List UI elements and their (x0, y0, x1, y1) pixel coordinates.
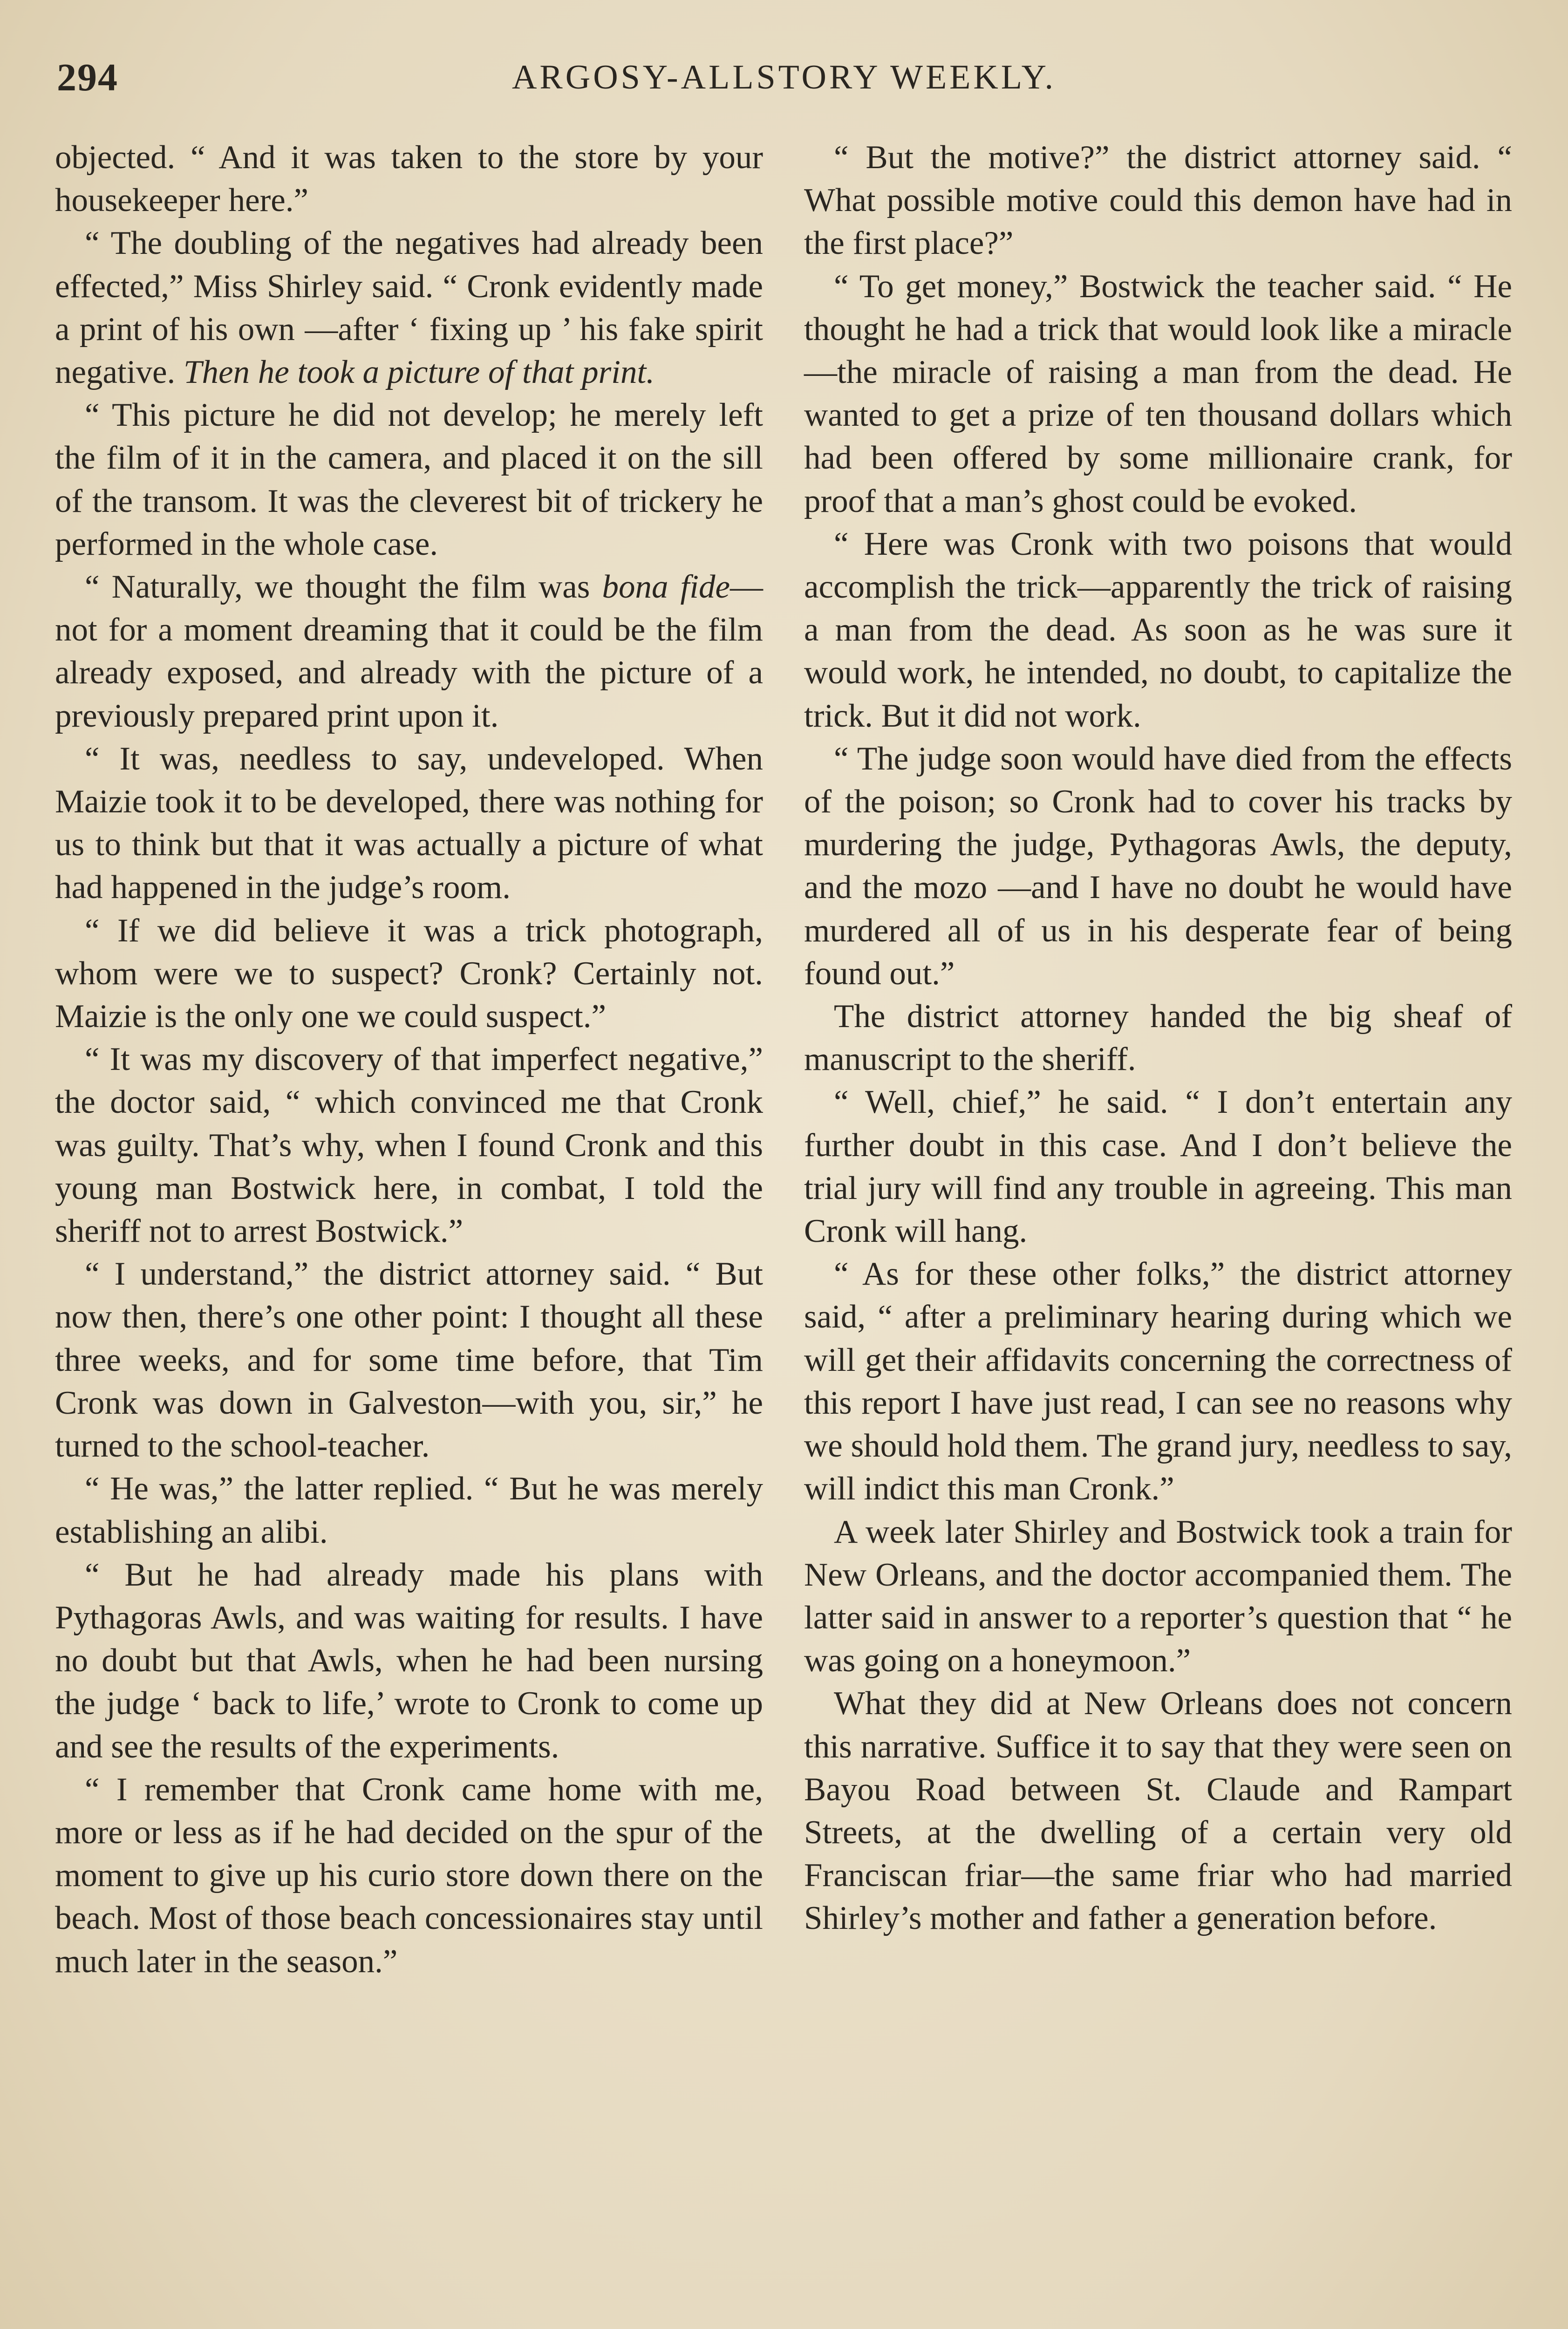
paragraph (55, 1768, 763, 1983)
text-run: “ It was my discovery of that imperfect negative,” the doctor said, “ which convinced me that Cronk was guilty. That’s why, when I found Cronk and this young man Bostwick here, in combat, I told the sheriff not to arrest Bostwick.” (55, 1041, 763, 1250)
text-run: —not for a moment dreaming that it could be the film already exposed, and already with the picture of a previously prepared print upon it. (55, 569, 764, 734)
text-run: A week later Shirley and Bostwick took a train for New Orleans, and the doctor accompanied them. The latter said in answer to a reporter’s question that “ he was going on a honeymoon.” (804, 1513, 1512, 1679)
article-body (55, 136, 1513, 2329)
paragraph (804, 265, 1512, 523)
paragraph (55, 1038, 763, 1253)
right-column (804, 136, 1512, 1940)
paragraph (55, 737, 763, 909)
text-run: “ He was,” the latter replied. “ But he was merely establishing an alibi. (55, 1471, 763, 1550)
text-run: “ I understand,” the district attorney said. “ But now then, there’s one other point: I thought all these three weeks, and for some time before, that Tim Cronk was down in Galveston—with you, sir,” he turned to the school-teacher. (55, 1256, 763, 1464)
text-run: “ If we did believe it was a trick photograph, whom were we to suspect? Cronk? Certainly not. Maizie is the only one we could suspect.” (55, 912, 763, 1035)
left-column (55, 136, 763, 1983)
text-run: “ Here was Cronk with two poisons that would accomplish the trick—apparently the trick of raising a man from the dead. As soon as he was sure it would work, he intended, no doubt, to capitalize the trick. But it did not work. (804, 525, 1512, 734)
italic-text: bona fide (602, 569, 730, 606)
page-header (57, 55, 1511, 116)
text-run: “ But the motive?” the district attorney said. “ What possible motive could this demon have had in the first place?” (804, 139, 1512, 262)
text-run: “ Well, chief,” he said. “ I don’t entertain any further doubt in this case. And I don’t believe the trial jury will find any trouble in agreeing. This man Cronk will hang. (804, 1084, 1512, 1250)
text-run: “ The doubling of the negatives had already been effected,” Miss Shirley said. “ Cronk evidently made a print of his own —after ‘ fixing up ’ his fake spirit negative. (55, 225, 763, 391)
text-run: “ As for these other folks,” the district attorney said, “ after a preliminary hearing during which we will get their affidavits concerning the correctness of this report I have just read, I can see no reasons why we should hold them. The grand jury, needless to say, will indict this man Cronk.” (804, 1256, 1512, 1507)
paragraph (55, 1553, 763, 1768)
text-run: The district attorney handed the big sheaf of manuscript to the sheriff. (804, 998, 1512, 1078)
page-number: 294 (57, 56, 118, 99)
text-run: “ But he had already made his plans with Pythagoras Awls, and was waiting for results. I have no doubt but that Awls, when he had been nursing the judge ‘ back to life,’ wrote to Cronk to come up and see the results of the experiments. (55, 1556, 763, 1765)
paragraph (804, 136, 1512, 265)
paragraph (804, 737, 1512, 995)
text-run: “ This picture he did not develop; he merely left the film of it in the camera, and placed it on the sill of the transom. It was the cleverest bit of trickery he performed in the whole case. (55, 397, 763, 562)
text-run: What they did at New Orleans does not concern this narrative. Suffice it to say that they were seen on Bayou Road between St. Claude and Rampart Streets, at the dwelling of a certain very old Franciscan friar—the same friar who had married Shirley’s mother and father a generation before. (804, 1685, 1512, 1937)
paragraph (55, 909, 763, 1038)
paragraph (804, 1081, 1512, 1253)
running-head: ARGOSY-ALLSTORY WEEKLY. (511, 58, 1057, 96)
paragraph (55, 136, 763, 222)
paragraph (804, 1253, 1512, 1510)
text-run: “ Naturally, we thought the film was (85, 569, 602, 606)
text-run: “ To get money,” Bostwick the teacher said. “ He thought he had a trick that would look like a miracle—the miracle of raising a man from the dead. He wanted to get a prize of ten thousand dollars which had been offered by some millionaire crank, for proof that a man’s ghost could be evoked. (804, 268, 1512, 519)
paragraph (804, 1682, 1512, 1940)
text-run: “ I remember that Cronk came home with me, more or less as if he had decided on the spur of the moment to give up his curio store down there on the beach. Most of those beach concessionaires stay until much later in the season.” (55, 1771, 763, 1980)
paragraph (55, 222, 763, 394)
paragraph (55, 394, 763, 565)
paragraph (55, 1253, 763, 1467)
paragraph (804, 1511, 1512, 1682)
text-run: “ It was, needless to say, undeveloped. When Maizie took it to be developed, there was nothing for us to think but that it was actually a picture of what had happened in the judge’s room. (55, 740, 763, 906)
paragraph (55, 1467, 763, 1553)
text-run: “ The judge soon would have died from the effects of the poison; so Cronk had to cover his tracks by murdering the judge, Pythagoras Awls, the deputy, and the mozo —and I have no doubt he would have murdered all of us in his desperate fear of being found out.” (804, 740, 1512, 992)
paragraph (804, 523, 1512, 737)
paragraph (55, 565, 763, 737)
text-run: objected. “ And it was taken to the store by your housekeeper here.” (55, 139, 763, 219)
italic-text: Then he took a picture of that print. (184, 354, 654, 391)
paragraph (804, 995, 1512, 1081)
